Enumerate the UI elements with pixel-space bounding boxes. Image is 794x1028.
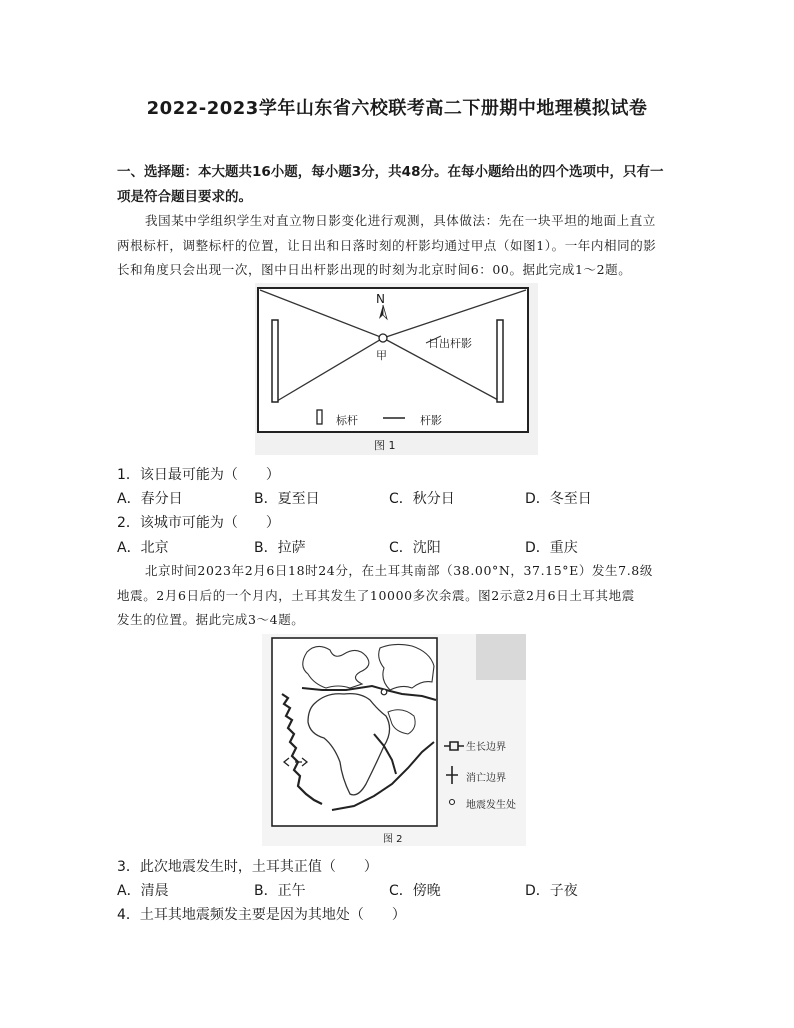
q3-stem: 3．此次地震发生时，土耳其正值（ ） (117, 859, 378, 875)
q3-option-d[interactable]: D．子夜 (525, 883, 578, 899)
legend-growth-boundary-icon (444, 742, 464, 750)
page-title: 2022-2023学年山东省六校联考高二下册期中地理模拟试卷 (146, 98, 648, 119)
figure2-caption: 图 2 (383, 834, 403, 845)
q2-option-c[interactable]: C．沈阳 (389, 540, 441, 556)
legend-quake-label: 地震发生处 (466, 800, 516, 811)
q3-option-a[interactable]: A．清晨 (117, 883, 169, 899)
pole-left (272, 320, 278, 402)
passage2-line2: 地震。2月6日后的一个月内，土耳其发生了10000多次余震。图2示意2月6日土耳其地震 (117, 588, 635, 603)
figure1-caption: 图 1 (374, 439, 396, 452)
point-jia-marker (379, 334, 387, 342)
q2-option-d[interactable]: D．重庆 (525, 540, 578, 556)
q2-option-b[interactable]: B．拉萨 (254, 540, 306, 556)
q3-option-b[interactable]: B．正午 (254, 883, 306, 899)
passage1-line2: 两根标杆，调整标杆的位置，让日出和日落时刻的杆影均通过甲点（如图1）。一年内相同的影 (117, 238, 657, 253)
q1-option-a[interactable]: A．春分日 (117, 491, 183, 507)
legend-shadow-label: 杆影 (420, 414, 442, 427)
legend-pole-label: 标杆 (336, 414, 358, 427)
section-header-line2: 项是符合题目要求的。 (117, 189, 252, 205)
legend-growth-label: 生长边界 (466, 742, 506, 753)
legend-subduction-label: 消亡边界 (466, 773, 506, 784)
figure1 (255, 283, 538, 455)
passage1-line3: 长和角度只会出现一次，图中日出杆影出现的时刻为北京时间6：00。据此完成1～2题。 (117, 262, 632, 277)
q1-stem: 1．该日最可能为（ ） (117, 467, 280, 483)
q3-option-c[interactable]: C．傍晚 (389, 883, 441, 899)
q2-option-a[interactable]: A．北京 (117, 540, 169, 556)
section-header-line1: 一、选择题：本大题共16小题，每小题3分，共48分。在每小题给出的四个选项中，只有一 (117, 164, 664, 180)
legend-quake-icon (450, 800, 455, 805)
q4-stem: 4．土耳其地震频发主要是因为其地处（ ） (117, 907, 406, 923)
q1-option-d[interactable]: D．冬至日 (525, 491, 592, 507)
passage2-line1: 北京时间2023年2月6日18时24分，在土耳其南部（38.00°N，37.15°E）发生7.8级 (145, 563, 653, 578)
q1-option-c[interactable]: C．秋分日 (389, 491, 455, 507)
legend-subduction-boundary-icon (446, 766, 458, 784)
passage1-line1: 我国某中学组织学生对直立物日影变化进行观测，具体做法：先在一块平坦的地面上直立 (145, 213, 656, 228)
q1-option-b[interactable]: B．夏至日 (254, 491, 320, 507)
passage2-line3: 发生的位置。据此完成3～4题。 (117, 612, 305, 627)
q2-stem: 2．该城市可能为（ ） (117, 515, 280, 531)
pole-right (497, 320, 503, 402)
sunrise-shadow-label: 日出杆影 (428, 337, 472, 350)
earthquake-location-marker (381, 689, 387, 695)
north-label: N (376, 292, 385, 306)
figure1-frame (258, 288, 528, 432)
legend-pole-icon (317, 410, 322, 424)
map-frame (272, 638, 437, 826)
point-jia-label: 甲 (376, 349, 387, 362)
